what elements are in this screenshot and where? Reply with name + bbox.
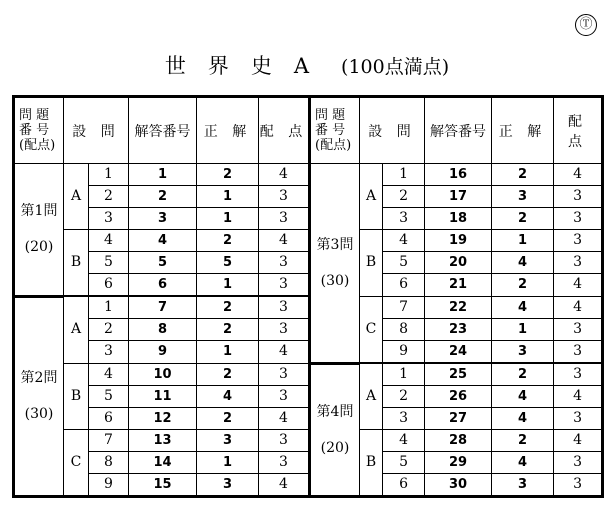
correct-answer: 2 <box>197 296 259 319</box>
question-name: 第2問 <box>20 370 58 387</box>
answer-number: 3 <box>129 208 197 230</box>
correct-answer: 1 <box>197 452 259 474</box>
correct-answer: 1 <box>197 186 259 208</box>
section-label: A <box>64 164 89 230</box>
section-label: C <box>64 430 89 497</box>
sub-number: 4 <box>89 230 129 252</box>
table-row <box>14 386 603 408</box>
question-name: 第1問 <box>20 203 58 220</box>
sub-number: 5 <box>383 252 425 274</box>
points-value: 3 <box>554 252 603 274</box>
points-value: 3 <box>554 408 603 430</box>
answer-number: 10 <box>129 363 197 386</box>
correct-answer: 4 <box>197 386 259 408</box>
correct-answer: 2 <box>492 208 554 230</box>
section-label: B <box>64 230 89 297</box>
sub-number: 8 <box>89 452 129 474</box>
answer-number: 20 <box>425 252 492 274</box>
answer-number: 1 <box>129 164 197 186</box>
answer-number: 30 <box>425 474 492 497</box>
table-row <box>14 341 603 364</box>
correct-answer: 1 <box>492 230 554 252</box>
header-sub: 設 問 <box>360 97 425 164</box>
question-score: (30) <box>320 272 350 289</box>
table-row <box>14 230 603 252</box>
sub-number: 5 <box>89 252 129 274</box>
table-row <box>14 452 603 474</box>
answer-number: 22 <box>425 296 492 319</box>
answer-number: 2 <box>129 186 197 208</box>
answer-number: 15 <box>129 474 197 497</box>
sub-number: 6 <box>89 408 129 430</box>
section-label: A <box>64 296 89 363</box>
correct-answer: 2 <box>197 363 259 386</box>
answer-number: 24 <box>425 341 492 364</box>
page-title <box>0 50 614 80</box>
sub-number: 2 <box>89 186 129 208</box>
question-name: 第3問 <box>316 236 354 253</box>
question-name: 第4問 <box>316 403 354 420</box>
question-score: (30) <box>24 406 54 423</box>
header-points: 配 点 <box>259 97 310 164</box>
points-value: 3 <box>554 230 603 252</box>
subject-title: 世界史A <box>164 54 332 78</box>
answer-number: 19 <box>425 230 492 252</box>
header-sub: 設 問 <box>64 97 129 164</box>
header-question-no: 問 題 番 号 (配点) <box>14 97 64 164</box>
header-correct: 正 解 <box>492 97 554 164</box>
sub-number: 1 <box>89 296 129 319</box>
points-value: 3 <box>554 208 603 230</box>
sub-number: 7 <box>383 296 425 319</box>
sub-number: 1 <box>89 164 129 186</box>
sub-number: 7 <box>89 430 129 452</box>
correct-answer: 1 <box>197 208 259 230</box>
answer-number: 25 <box>425 363 492 386</box>
answer-number: 14 <box>129 452 197 474</box>
points-value: 3 <box>259 319 310 341</box>
sub-number: 6 <box>89 274 129 297</box>
sub-number: 4 <box>383 230 425 252</box>
points-value: 3 <box>554 341 603 364</box>
sub-number: 6 <box>383 274 425 297</box>
correct-answer: 4 <box>492 386 554 408</box>
points-value: 4 <box>259 164 310 186</box>
correct-answer: 1 <box>197 274 259 297</box>
question-label <box>14 296 64 497</box>
points-value: 4 <box>554 386 603 408</box>
table-row <box>14 296 603 319</box>
table-row <box>14 408 603 430</box>
table-row <box>14 319 603 341</box>
correct-answer: 5 <box>197 252 259 274</box>
sub-number: 3 <box>383 208 425 230</box>
table-row <box>14 363 603 386</box>
points-value: 3 <box>259 430 310 452</box>
correct-answer: 4 <box>492 252 554 274</box>
points-value: 3 <box>554 186 603 208</box>
table-row <box>14 186 603 208</box>
table-row <box>14 164 603 186</box>
table-row <box>14 252 603 274</box>
question-label <box>14 164 64 297</box>
section-label: B <box>360 430 383 497</box>
correct-answer: 2 <box>492 164 554 186</box>
header-correct: 正 解 <box>197 97 259 164</box>
correct-answer: 1 <box>197 341 259 364</box>
correct-answer: 2 <box>492 430 554 452</box>
sub-number: 3 <box>89 208 129 230</box>
points-value: 4 <box>554 430 603 452</box>
points-value: 3 <box>259 274 310 297</box>
table-row <box>14 208 603 230</box>
sub-number: 5 <box>89 386 129 408</box>
points-value: 3 <box>259 296 310 319</box>
answer-number: 28 <box>425 430 492 452</box>
points-value: 3 <box>554 474 603 497</box>
table-row <box>14 430 603 452</box>
table-row <box>14 274 603 297</box>
points-value: 3 <box>259 363 310 386</box>
sub-number: 3 <box>89 341 129 364</box>
points-value: 3 <box>259 208 310 230</box>
section-label: C <box>360 296 383 363</box>
sub-number: 1 <box>383 363 425 386</box>
header-answer-no: 解答番号 <box>425 97 492 164</box>
answer-number: 6 <box>129 274 197 297</box>
full-score: (100点満点) <box>341 56 450 78</box>
correct-answer: 3 <box>492 474 554 497</box>
points-value: 4 <box>259 474 310 497</box>
answer-number: 12 <box>129 408 197 430</box>
answer-number: 23 <box>425 319 492 341</box>
points-value: 4 <box>554 296 603 319</box>
sub-number: 2 <box>383 186 425 208</box>
sub-number: 9 <box>383 341 425 364</box>
answer-table <box>12 95 604 498</box>
sub-number: 2 <box>89 319 129 341</box>
header-points: 配 点 <box>554 97 603 164</box>
table-row <box>14 474 603 497</box>
points-value: 3 <box>554 319 603 341</box>
correct-answer: 1 <box>492 319 554 341</box>
sub-number: 1 <box>383 164 425 186</box>
answer-number: 16 <box>425 164 492 186</box>
answer-number: 8 <box>129 319 197 341</box>
correct-answer: 2 <box>197 319 259 341</box>
correct-answer: 4 <box>492 452 554 474</box>
sub-number: 4 <box>383 430 425 452</box>
sub-number: 4 <box>89 363 129 386</box>
points-value: 4 <box>554 164 603 186</box>
answer-number: 27 <box>425 408 492 430</box>
question-score: (20) <box>320 439 350 456</box>
sub-number: 8 <box>383 319 425 341</box>
t-mark: Ⓣ <box>575 14 597 36</box>
answer-number: 11 <box>129 386 197 408</box>
sub-number: 3 <box>383 408 425 430</box>
answer-number: 29 <box>425 452 492 474</box>
correct-answer: 2 <box>492 363 554 386</box>
answer-number: 26 <box>425 386 492 408</box>
correct-answer: 2 <box>197 408 259 430</box>
correct-answer: 3 <box>197 474 259 497</box>
answer-number: 5 <box>129 252 197 274</box>
correct-answer: 3 <box>197 430 259 452</box>
points-value: 3 <box>259 452 310 474</box>
answer-number: 4 <box>129 230 197 252</box>
section-label: B <box>64 363 89 430</box>
correct-answer: 4 <box>492 408 554 430</box>
header-question-no: 問 題 番 号 (配点) <box>310 97 360 164</box>
points-value: 4 <box>259 230 310 252</box>
correct-answer: 2 <box>197 230 259 252</box>
sub-number: 9 <box>89 474 129 497</box>
correct-answer: 2 <box>492 274 554 297</box>
correct-answer: 4 <box>492 296 554 319</box>
answer-number: 21 <box>425 274 492 297</box>
section-label: B <box>360 230 383 297</box>
section-label: A <box>360 164 383 230</box>
sub-number: 2 <box>383 386 425 408</box>
sub-number: 5 <box>383 452 425 474</box>
header-answer-no: 解答番号 <box>129 97 197 164</box>
points-value: 3 <box>259 386 310 408</box>
points-value: 4 <box>554 274 603 297</box>
correct-answer: 2 <box>197 164 259 186</box>
answer-number: 7 <box>129 296 197 319</box>
question-label <box>310 164 360 364</box>
answer-number: 18 <box>425 208 492 230</box>
points-value: 4 <box>259 341 310 364</box>
sub-number: 6 <box>383 474 425 497</box>
section-label: A <box>360 363 383 430</box>
points-value: 4 <box>259 408 310 430</box>
answer-number: 13 <box>129 430 197 452</box>
points-value: 3 <box>259 252 310 274</box>
answer-rows <box>14 164 603 497</box>
answer-number: 9 <box>129 341 197 364</box>
correct-answer: 3 <box>492 186 554 208</box>
answer-number: 17 <box>425 186 492 208</box>
points-value: 3 <box>554 363 603 386</box>
points-value: 3 <box>554 452 603 474</box>
correct-answer: 3 <box>492 341 554 364</box>
question-score: (20) <box>24 239 54 256</box>
question-label <box>310 363 360 497</box>
points-value: 3 <box>259 186 310 208</box>
